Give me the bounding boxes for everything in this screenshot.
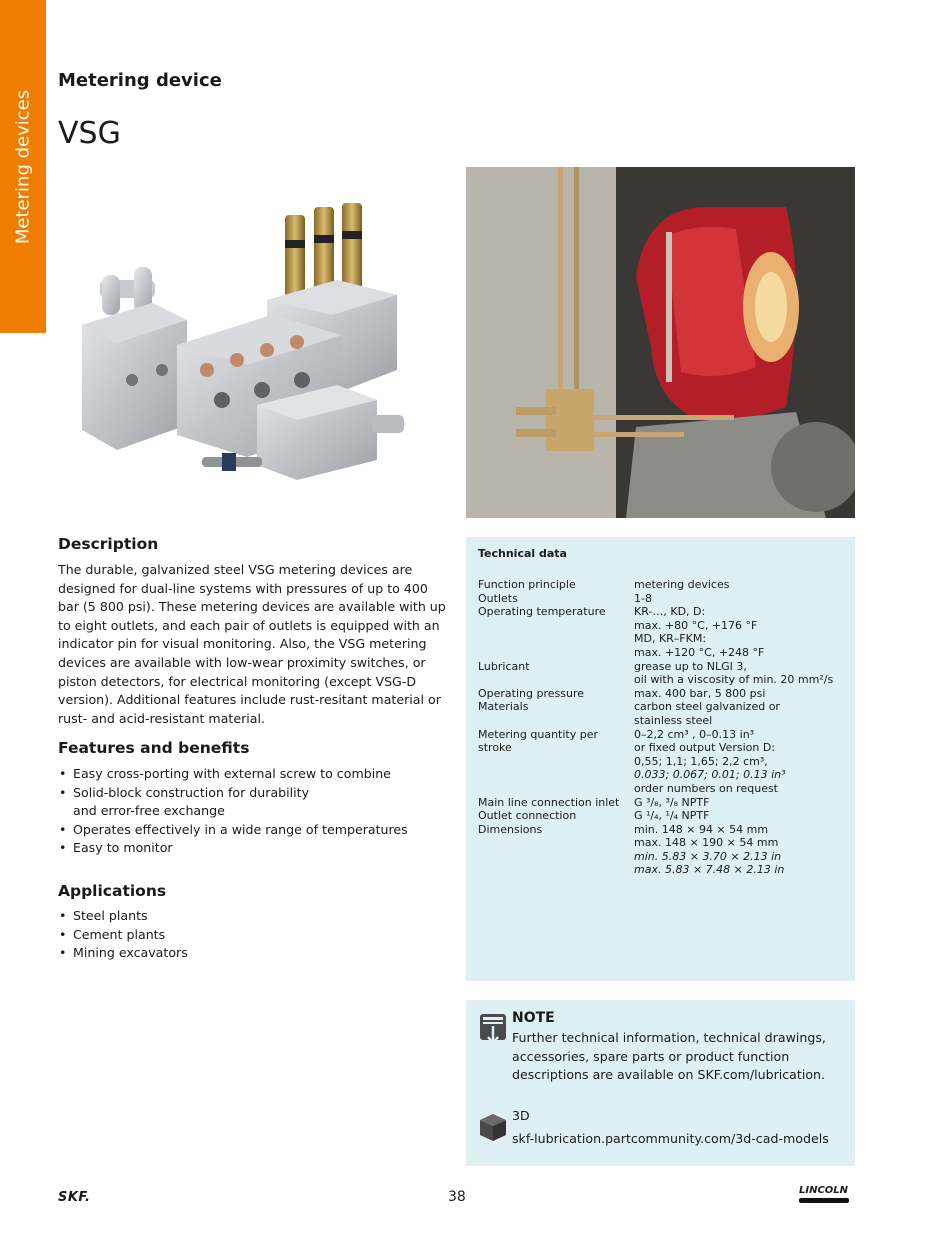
tech-value-line: min. 5.83 × 3.70 × 2.13 in bbox=[634, 849, 782, 863]
tech-label: Operating pressure bbox=[478, 686, 585, 700]
tech-value-line: order numbers on request bbox=[634, 781, 778, 795]
list-item: • Cement plants bbox=[58, 926, 188, 945]
tech-value-line: G ¹/₄, ¹/₄ NPTF bbox=[634, 809, 710, 823]
tech-label: Dimensions bbox=[478, 822, 543, 836]
tech-label: Main line connection inlet bbox=[478, 795, 620, 809]
technical-data-table bbox=[478, 578, 848, 877]
side-tab-label: Metering devices bbox=[12, 89, 34, 244]
tech-row bbox=[478, 605, 848, 659]
tech-value-line: max. 5.83 × 7.48 × 2.13 in bbox=[634, 863, 785, 877]
tech-row bbox=[478, 823, 848, 877]
tech-value-line: carbon steel galvanized or bbox=[634, 700, 780, 714]
tech-row bbox=[478, 578, 848, 592]
tech-value bbox=[634, 578, 848, 592]
tech-value bbox=[634, 700, 848, 727]
tech-label: Outlet connection bbox=[478, 809, 577, 823]
list-item-continuation: and error-free exchange bbox=[73, 803, 225, 818]
list-item: • Easy cross-porting with external screw to combine bbox=[58, 765, 408, 784]
page-title: VSG bbox=[58, 116, 121, 151]
lincoln-logo: LINCOLN bbox=[799, 1185, 849, 1196]
tech-value-line: max. 148 × 190 × 54 mm bbox=[634, 836, 779, 850]
description-text: The durable, galvanized steel VSG metering devices are designed for dual-line systems with pressures of up to 400 bar (5 800 psi). These metering devices are available with up to eight outlets, and each pair of outlets is equipped with an indicator pin for visual monitoring. Also, the VSG metering devices are available with low-wear proximity switches, or piston detectors, for electrical monitoring (except VSG-D version). Additional features include rust-resitant material or rust- and acid-resistant material. bbox=[58, 562, 446, 726]
tech-label: Function principle bbox=[478, 578, 576, 591]
link-3d-models[interactable]: skf-lubrication.partcommunity.com/3d-cad-models bbox=[512, 1131, 829, 1146]
tech-value-line: 0.033; 0.067; 0.01; 0.13 in³ bbox=[634, 768, 786, 782]
note-text: Further technical information, technical drawings, accessories, spare parts or product function descriptions are available on SKF.com/lubrication. bbox=[512, 1030, 826, 1083]
list-item: • Operates effectively in a wide range of temperatures bbox=[58, 821, 408, 840]
cube-3d-icon bbox=[478, 1112, 508, 1142]
label-3d: 3D bbox=[512, 1108, 530, 1123]
list-item: • Mining excavators bbox=[58, 944, 188, 963]
tech-row bbox=[478, 796, 848, 810]
features-heading: Features and benefits bbox=[58, 739, 250, 757]
tech-value-line: 0,55; 1,1; 1,65; 2,2 cm³, bbox=[634, 754, 768, 768]
tech-value bbox=[634, 823, 848, 877]
tech-value-line: 1-8 bbox=[634, 591, 652, 605]
tech-value-line: metering devices bbox=[634, 578, 730, 591]
tech-value-line: min. 148 × 94 × 54 mm bbox=[634, 822, 769, 836]
tech-row bbox=[478, 660, 848, 687]
tech-row bbox=[478, 592, 848, 606]
tech-value-line: 0–2,2 cm³ , 0–0.13 in³ bbox=[634, 727, 755, 741]
tech-value bbox=[634, 728, 848, 796]
applications-list bbox=[58, 907, 188, 963]
tech-value bbox=[634, 809, 848, 823]
installation-photo bbox=[466, 167, 855, 518]
skf-logo: SKF. bbox=[58, 1190, 91, 1205]
page-number: 38 bbox=[448, 1189, 466, 1205]
tech-value bbox=[634, 592, 848, 606]
tech-row bbox=[478, 728, 848, 796]
tech-label: Metering quantity per stroke bbox=[478, 727, 598, 755]
tech-value bbox=[634, 605, 848, 659]
list-item: • Solid-block construction for durability bbox=[58, 784, 408, 803]
list-item: • Easy to monitor bbox=[58, 839, 408, 858]
tech-value-line: MD, KR–FKM: bbox=[634, 632, 707, 646]
description-heading: Description bbox=[58, 535, 159, 553]
product-image bbox=[72, 195, 412, 485]
tech-value bbox=[634, 687, 848, 701]
applications-heading: Applications bbox=[58, 882, 167, 900]
tech-row bbox=[478, 809, 848, 823]
tech-value bbox=[634, 660, 848, 687]
tech-label: Outlets bbox=[478, 591, 518, 605]
technical-data-panel bbox=[466, 537, 855, 981]
tech-value-line: grease up to NLGI 3, bbox=[634, 659, 747, 673]
tech-value-line: G ³/₈, ³/₈ NPTF bbox=[634, 795, 710, 809]
tech-value-line: stainless steel bbox=[634, 713, 713, 727]
tech-row bbox=[478, 687, 848, 701]
tech-value-line: max. +80 °C, +176 °F bbox=[634, 618, 758, 632]
tech-value-line: KR-…, KD, D: bbox=[634, 605, 706, 619]
tech-value-line: or fixed output Version D: bbox=[634, 741, 775, 755]
tech-row bbox=[478, 700, 848, 727]
tech-value bbox=[634, 796, 848, 810]
note-book-icon bbox=[478, 1012, 508, 1048]
list-item: • Steel plants bbox=[58, 907, 188, 926]
tech-label: Materials bbox=[478, 700, 529, 714]
tech-value-line: oil with a viscosity of min. 20 mm²/s bbox=[634, 673, 834, 687]
technical-data-heading: Technical data bbox=[478, 547, 567, 560]
page-subtitle: Metering device bbox=[58, 70, 222, 91]
tech-label: Operating temperature bbox=[478, 605, 606, 619]
lincoln-logo-bar bbox=[799, 1198, 849, 1203]
tech-label: Lubricant bbox=[478, 659, 530, 673]
features-list bbox=[58, 765, 408, 858]
tech-value-line: max. +120 °C, +248 °F bbox=[634, 645, 765, 659]
tech-value-line: max. 400 bar, 5 800 psi bbox=[634, 686, 766, 700]
side-tab bbox=[0, 0, 46, 333]
note-heading: NOTE bbox=[512, 1010, 555, 1026]
note-panel bbox=[466, 1000, 855, 1166]
